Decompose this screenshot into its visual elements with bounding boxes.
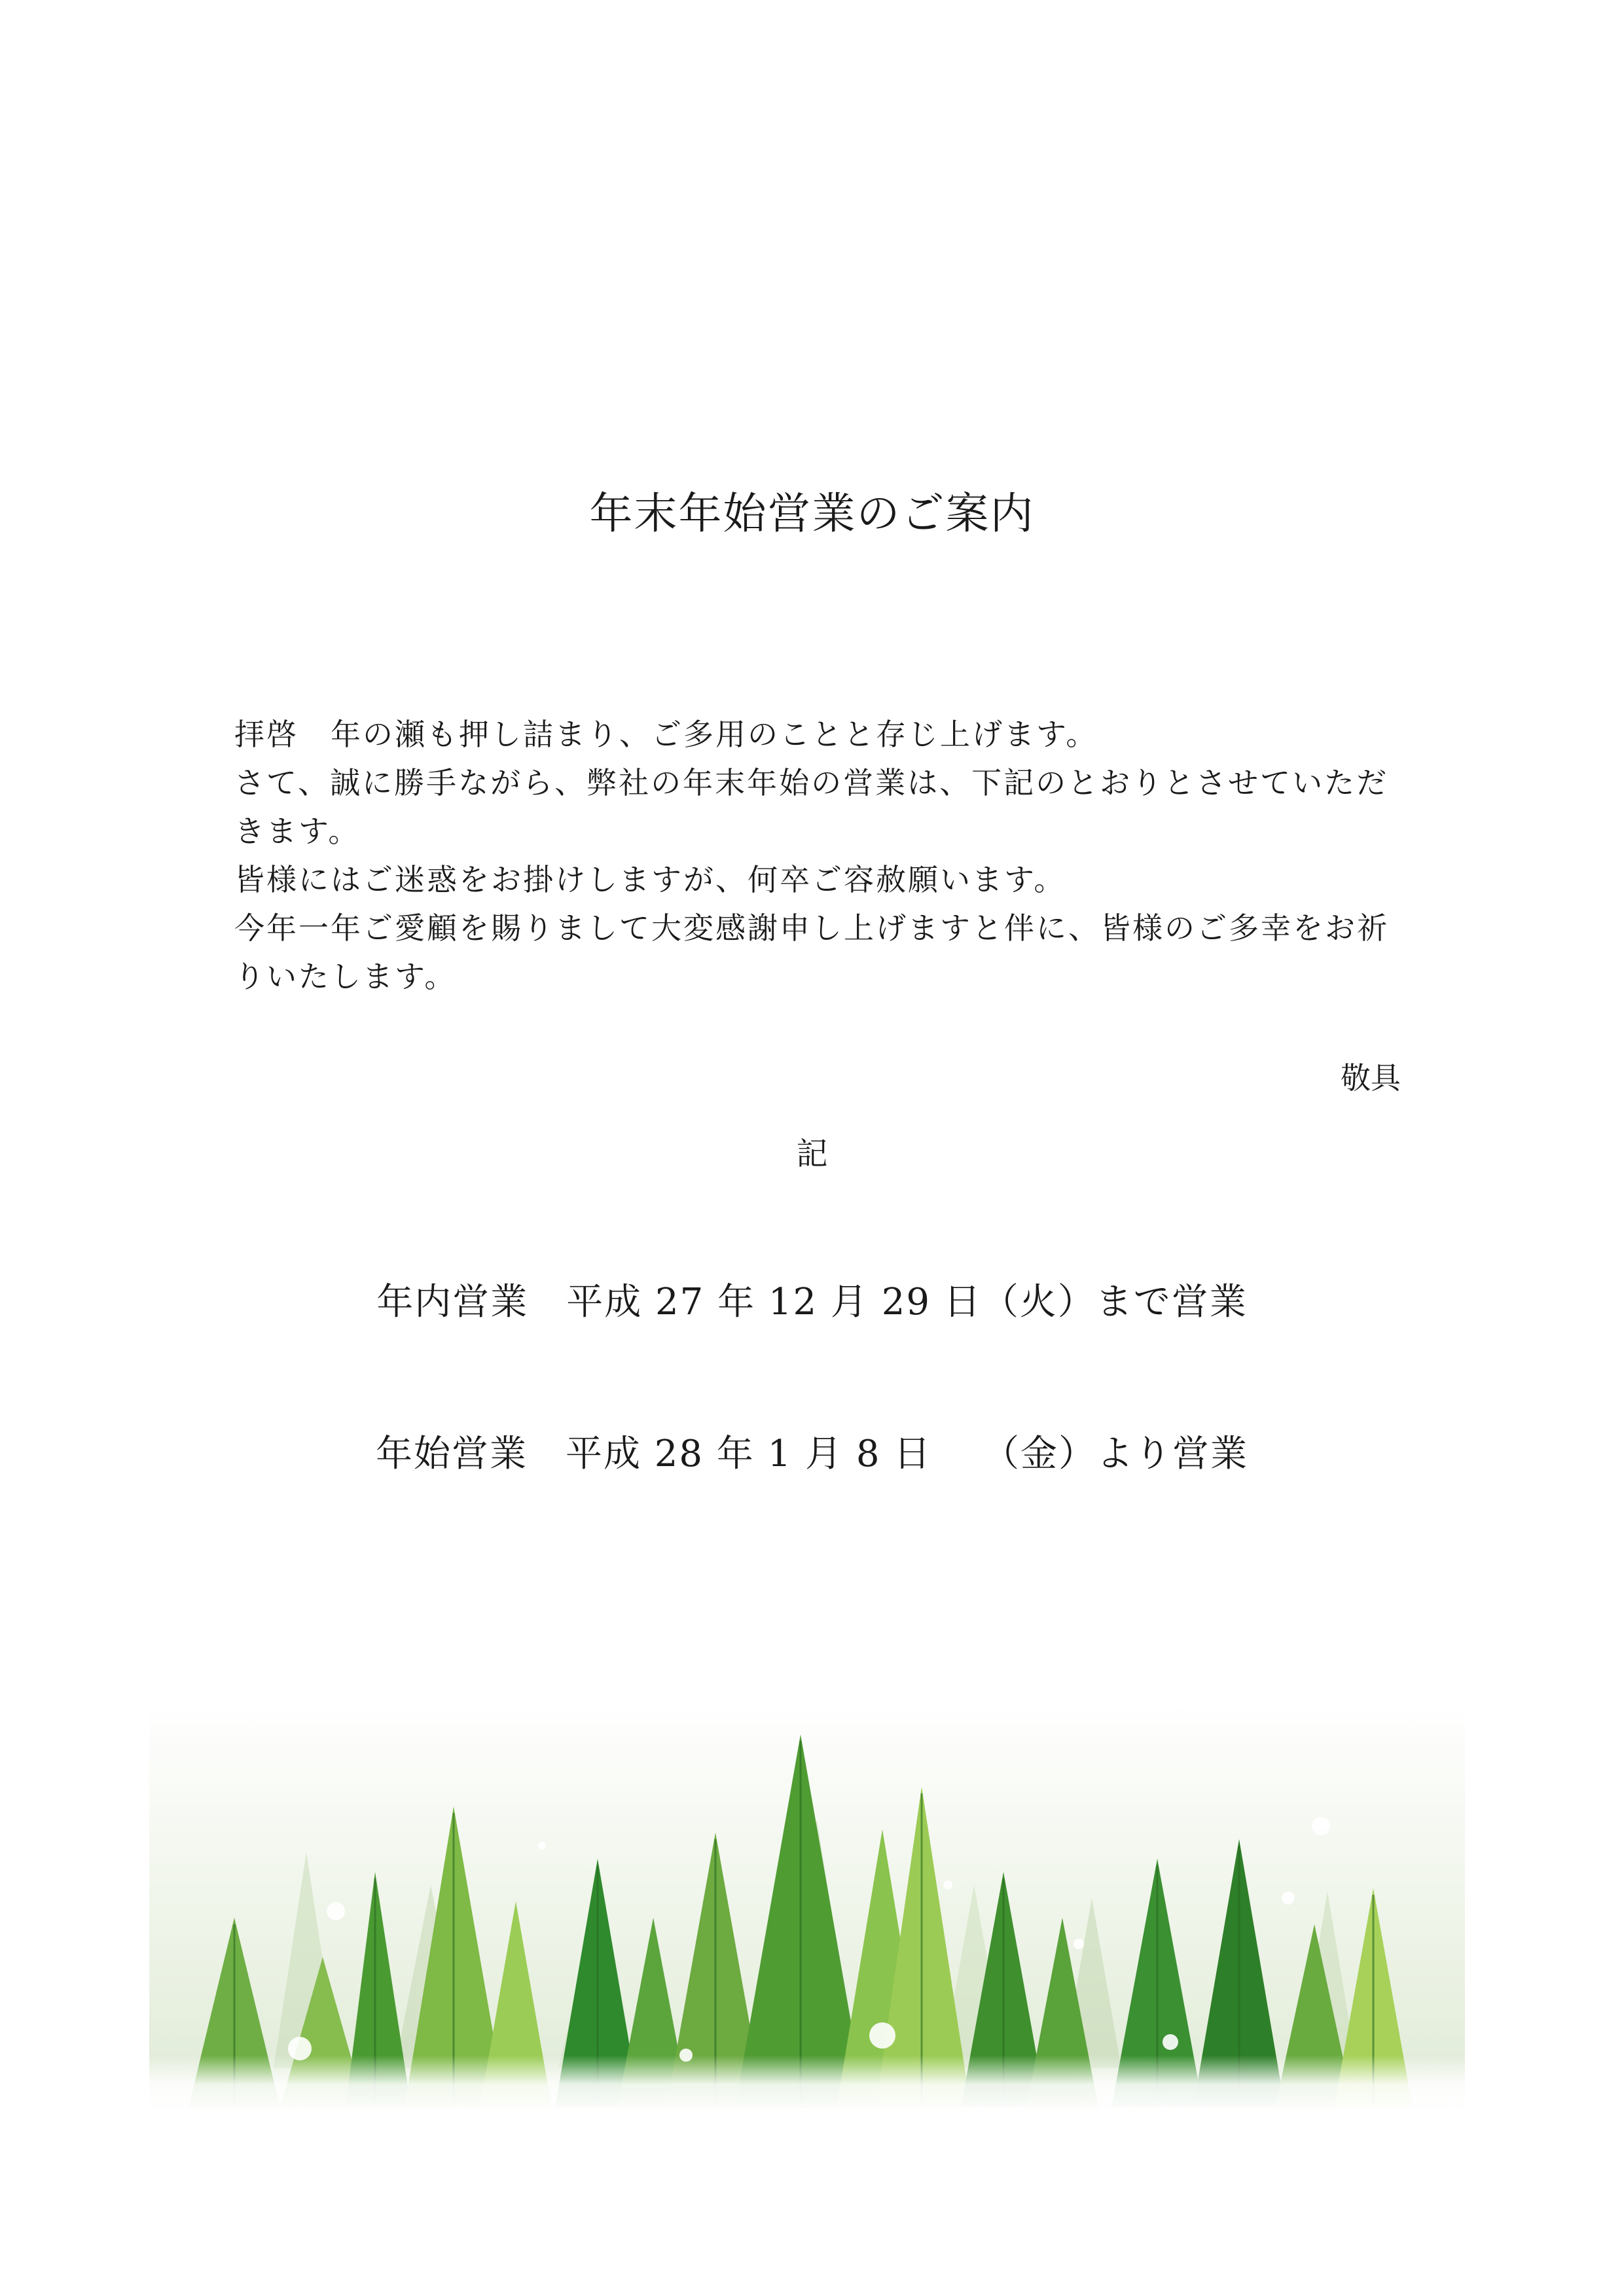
snowflake-icon — [1312, 1817, 1330, 1835]
closing-keigu: 敬具 — [1341, 1060, 1401, 1096]
snowflake-icon — [538, 1842, 546, 1850]
ki-heading: 記 — [796, 1136, 828, 1172]
body-paragraph-thanks: 今年一年ご愛顧を賜りまして大変感謝申し上げますと伴に、皆様のご多幸をお祈りいたします。 — [234, 910, 1389, 994]
schedule-year-end: 年内営業 平成 27 年 12 月 29 日（火）まで営業 — [376, 1281, 1248, 1323]
body-paragraph-notice: さて、誠に勝手ながら、弊社の年末年始の営業は、下記のとおりとさせていただきます。 — [234, 765, 1389, 849]
snowflake-icon — [869, 2022, 895, 2049]
snow-ground — [149, 2055, 1465, 2114]
body-paragraph-apology: 皆様にはご迷惑をお掛けしますが、何卒ご容赦願います。 — [234, 862, 1066, 897]
snowflake-icon — [1163, 2034, 1178, 2050]
snowflake-icon — [943, 1880, 952, 1890]
page-title: 年末年始営業のご案内 — [589, 488, 1035, 539]
snowflake-icon — [1282, 1892, 1295, 1905]
christmas-trees-illustration — [149, 1702, 1465, 2114]
letter-body — [234, 710, 1406, 1001]
snowflake-icon — [1074, 1939, 1084, 1949]
schedule-new-year: 年始営業 平成 28 年 1 月 8 日 （金）より営業 — [375, 1433, 1249, 1475]
snowflake-icon — [327, 1902, 345, 1920]
body-paragraph-greeting: 拝啓 年の瀬も押し詰まり、ご多用のことと存じ上げます。 — [234, 717, 1098, 752]
